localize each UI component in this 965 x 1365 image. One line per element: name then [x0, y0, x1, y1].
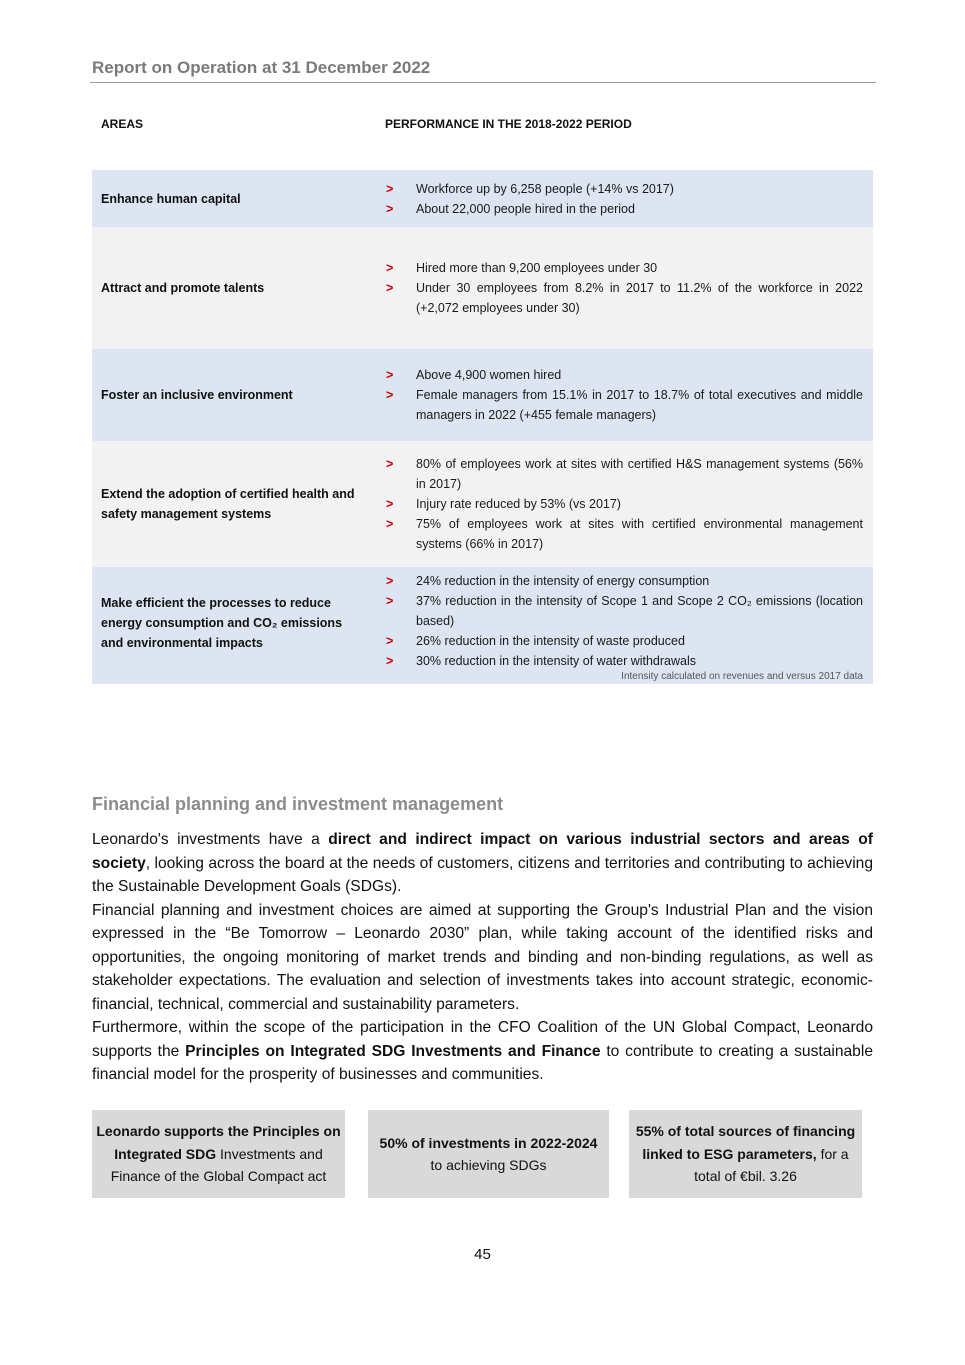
bullet-text: 80% of employees work at sites with certified H&S management systems (56% in 2017) [416, 457, 863, 491]
bullet-text: 26% reduction in the intensity of waste produced [416, 633, 685, 648]
bullet-text: Injury rate reduced by 53% (vs 2017) [416, 497, 621, 511]
bullet-arrow-icon: > [386, 497, 394, 511]
list-item [386, 278, 863, 318]
bullet-text: 24% reduction in the intensity of energy consumption [416, 573, 710, 588]
bullet-text: 30% reduction in the intensity of water withdrawals [416, 653, 697, 668]
list-item [386, 571, 863, 591]
bullet-arrow-icon: > [386, 593, 394, 608]
table-row [92, 170, 873, 227]
bullet-text: Workforce up by 6,258 people (+14% vs 2017) [416, 181, 674, 196]
list-item [386, 631, 863, 651]
paragraph-text: Leonardo's investments have a [92, 831, 329, 848]
highlight-box-emphasis: Leonardo supports the Principles on Integrated SDG [96, 1123, 341, 1162]
bullet-arrow-icon: > [386, 653, 394, 668]
table-row [92, 567, 873, 684]
bullet-arrow-icon: > [386, 633, 394, 648]
bullet-text: 75% of employees work at sites with certified environmental management systems (66% in 2017) [416, 517, 863, 551]
table-footnote: Intensity calculated on revenues and versus 2017 data [621, 671, 863, 682]
bullet-text: Above 4,900 women hired [416, 368, 562, 382]
paragraph-emphasis: direct and indirect impact on various industrial sectors and areas of society [92, 831, 873, 872]
highlight-box-text [96, 1120, 341, 1188]
paragraph [92, 1016, 873, 1087]
paragraph [92, 828, 873, 899]
highlight-box-financing [629, 1110, 862, 1198]
performance-cell [372, 227, 873, 349]
column-header-performance: PERFORMANCE IN THE 2018-2022 PERIOD [385, 117, 632, 131]
paragraph-text: , looking across the board at the needs of customers, citizens and territories and contributing to achieving the Sustainable Development Goals (SDGs). [92, 854, 873, 895]
bullet-arrow-icon: > [386, 457, 394, 471]
list-item [386, 494, 863, 514]
area-label: Foster an inclusive environment [101, 388, 293, 402]
bullet-arrow-icon: > [386, 201, 394, 216]
list-item [386, 454, 863, 494]
list-item [386, 179, 863, 199]
area-label: Extend the adoption of certified health and safety management systems [101, 487, 355, 521]
highlight-box-rest: for a total of €bil. 3.26 [694, 1145, 849, 1185]
highlight-box-emphasis: 55% of total sources of financing linked to ESG parameters, [635, 1123, 856, 1162]
table-row [92, 349, 873, 441]
area-label: Enhance human capital [101, 191, 241, 206]
list-item [386, 651, 863, 671]
paragraph: Financial planning and investment choices are aimed at supporting the Group's Industrial Plan and the vision expressed in the “Be Tomorrow – Leonardo 2030” plan, while taking account of the identified risks and opportunities, the ongoing monitoring of market trends and binding and non-binding regulations, as well as stakeholder expectations. The evaluation and selection of investments takes into account strategic, economic-financial, technical, commercial and sustainability parameters. [92, 901, 873, 1013]
performance-cell [372, 441, 873, 567]
page-number: 45 [474, 1246, 491, 1263]
bullet-text: About 22,000 people hired in the period [416, 201, 635, 216]
highlight-box-text [372, 1132, 605, 1177]
highlight-box-rest: Investments and Finance of the Global Compact act [110, 1145, 327, 1185]
bullet-arrow-icon: > [386, 368, 394, 382]
report-header-title: Report on Operation at 31 December 2022 [92, 58, 431, 77]
header-divider [90, 82, 876, 83]
list-item [386, 199, 863, 219]
table-row [92, 227, 873, 349]
paragraph-text: to contribute to creating a sustainable financial model for the prosperity of businesses and communities. [92, 1042, 873, 1083]
section-title: Financial planning and investment management [92, 794, 504, 814]
highlight-box-emphasis: 50% of investments in 2022-2024 [379, 1134, 598, 1151]
highlight-box-text [633, 1120, 858, 1188]
bullet-text: Hired more than 9,200 employees under 30 [416, 261, 658, 275]
highlight-box-rest: to achieving SDGs [430, 1157, 547, 1173]
performance-table [92, 170, 873, 684]
list-item [386, 591, 863, 631]
bullet-arrow-icon: > [386, 281, 394, 295]
bullet-text: Under 30 employees from 8.2% in 2017 to 11.2% of the workforce in 2022 (+2,072 employees under 30) [416, 281, 863, 315]
table-row [92, 441, 873, 567]
performance-cell [372, 349, 873, 441]
bullet-text: 37% reduction in the intensity of Scope 1 and Scope 2 CO₂ emissions (location based) [416, 593, 863, 628]
bullet-text: Female managers from 15.1% in 2017 to 18.7% of total executives and middle managers in 2022 (+455 female managers) [416, 388, 863, 422]
list-item [386, 385, 863, 425]
paragraph-emphasis: Principles on Integrated SDG Investments and Finance [185, 1042, 601, 1060]
bullet-arrow-icon: > [386, 573, 394, 588]
paragraph-text: Furthermore, within the scope of the participation in the CFO Coalition of the UN Global Compact, Leonardo supports the [92, 1019, 873, 1060]
area-label: Attract and promote talents [101, 281, 265, 295]
area-label: Make efficient the processes to reduce energy consumption and CO₂ emissions and environmental impacts [101, 595, 343, 650]
bullet-arrow-icon: > [386, 261, 394, 275]
performance-cell [372, 170, 873, 227]
highlight-box-principles [92, 1110, 345, 1198]
bullet-arrow-icon: > [386, 517, 394, 531]
list-item [386, 365, 863, 385]
performance-cell [372, 567, 873, 684]
highlight-box-investments [368, 1110, 609, 1198]
bullet-arrow-icon: > [386, 388, 394, 402]
column-header-areas: AREAS [101, 117, 144, 131]
list-item [386, 514, 863, 554]
section-body [92, 828, 873, 1087]
bullet-arrow-icon: > [386, 181, 394, 196]
list-item [386, 258, 863, 278]
